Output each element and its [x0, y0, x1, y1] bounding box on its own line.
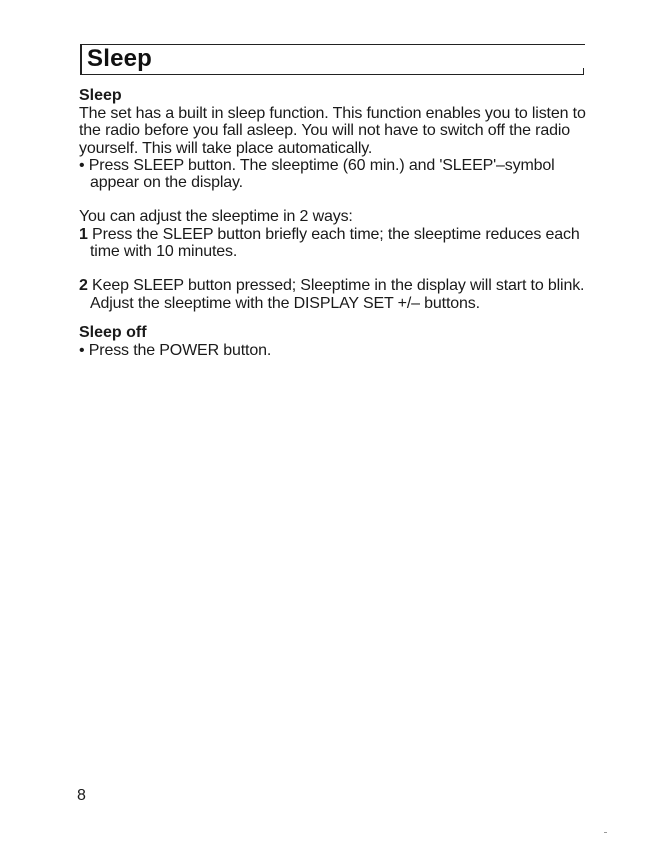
- option-2-number: 2: [79, 277, 88, 295]
- sleep-off-bullet: • Press the POWER button.: [79, 341, 272, 359]
- section-title-box: [80, 44, 585, 78]
- title-left-rule: [80, 44, 82, 74]
- sleep-intro-paragraph: The set has a built in sleep function. This function enables you to listen to the radio before you fall asleep. You will not have to switch off the radio yourself. This will take place automatically.: [79, 105, 586, 157]
- option-1-text: Press the SLEEP button briefly each time; the sleeptime reduces each time with 10 minutes.: [90, 225, 580, 261]
- title-right-tick: [583, 68, 584, 75]
- scan-speck: [604, 832, 607, 833]
- title-bottom-rule: [80, 74, 583, 75]
- manual-content: [79, 87, 589, 359]
- adjust-option-2: [79, 277, 589, 312]
- sleep-press-bullet: • Press SLEEP button. The sleeptime (60 min.) and 'SLEEP'–symbol appear on the display.: [79, 156, 555, 192]
- sleep-heading: Sleep: [79, 87, 122, 104]
- adjust-option-1: [79, 226, 589, 261]
- page-number: 8: [77, 787, 86, 804]
- option-2-text: Keep SLEEP button pressed; Sleeptime in the display will start to blink. Adjust the sleeptime with the DISPLAY SET +/– buttons.: [90, 277, 585, 312]
- sleep-off-heading: Sleep off: [79, 323, 147, 341]
- page-title: Sleep: [87, 45, 153, 72]
- option-1-number: 1: [79, 225, 88, 243]
- adjust-intro-paragraph: You can adjust the sleeptime in 2 ways:: [79, 208, 353, 226]
- title-top-rule: [80, 44, 585, 45]
